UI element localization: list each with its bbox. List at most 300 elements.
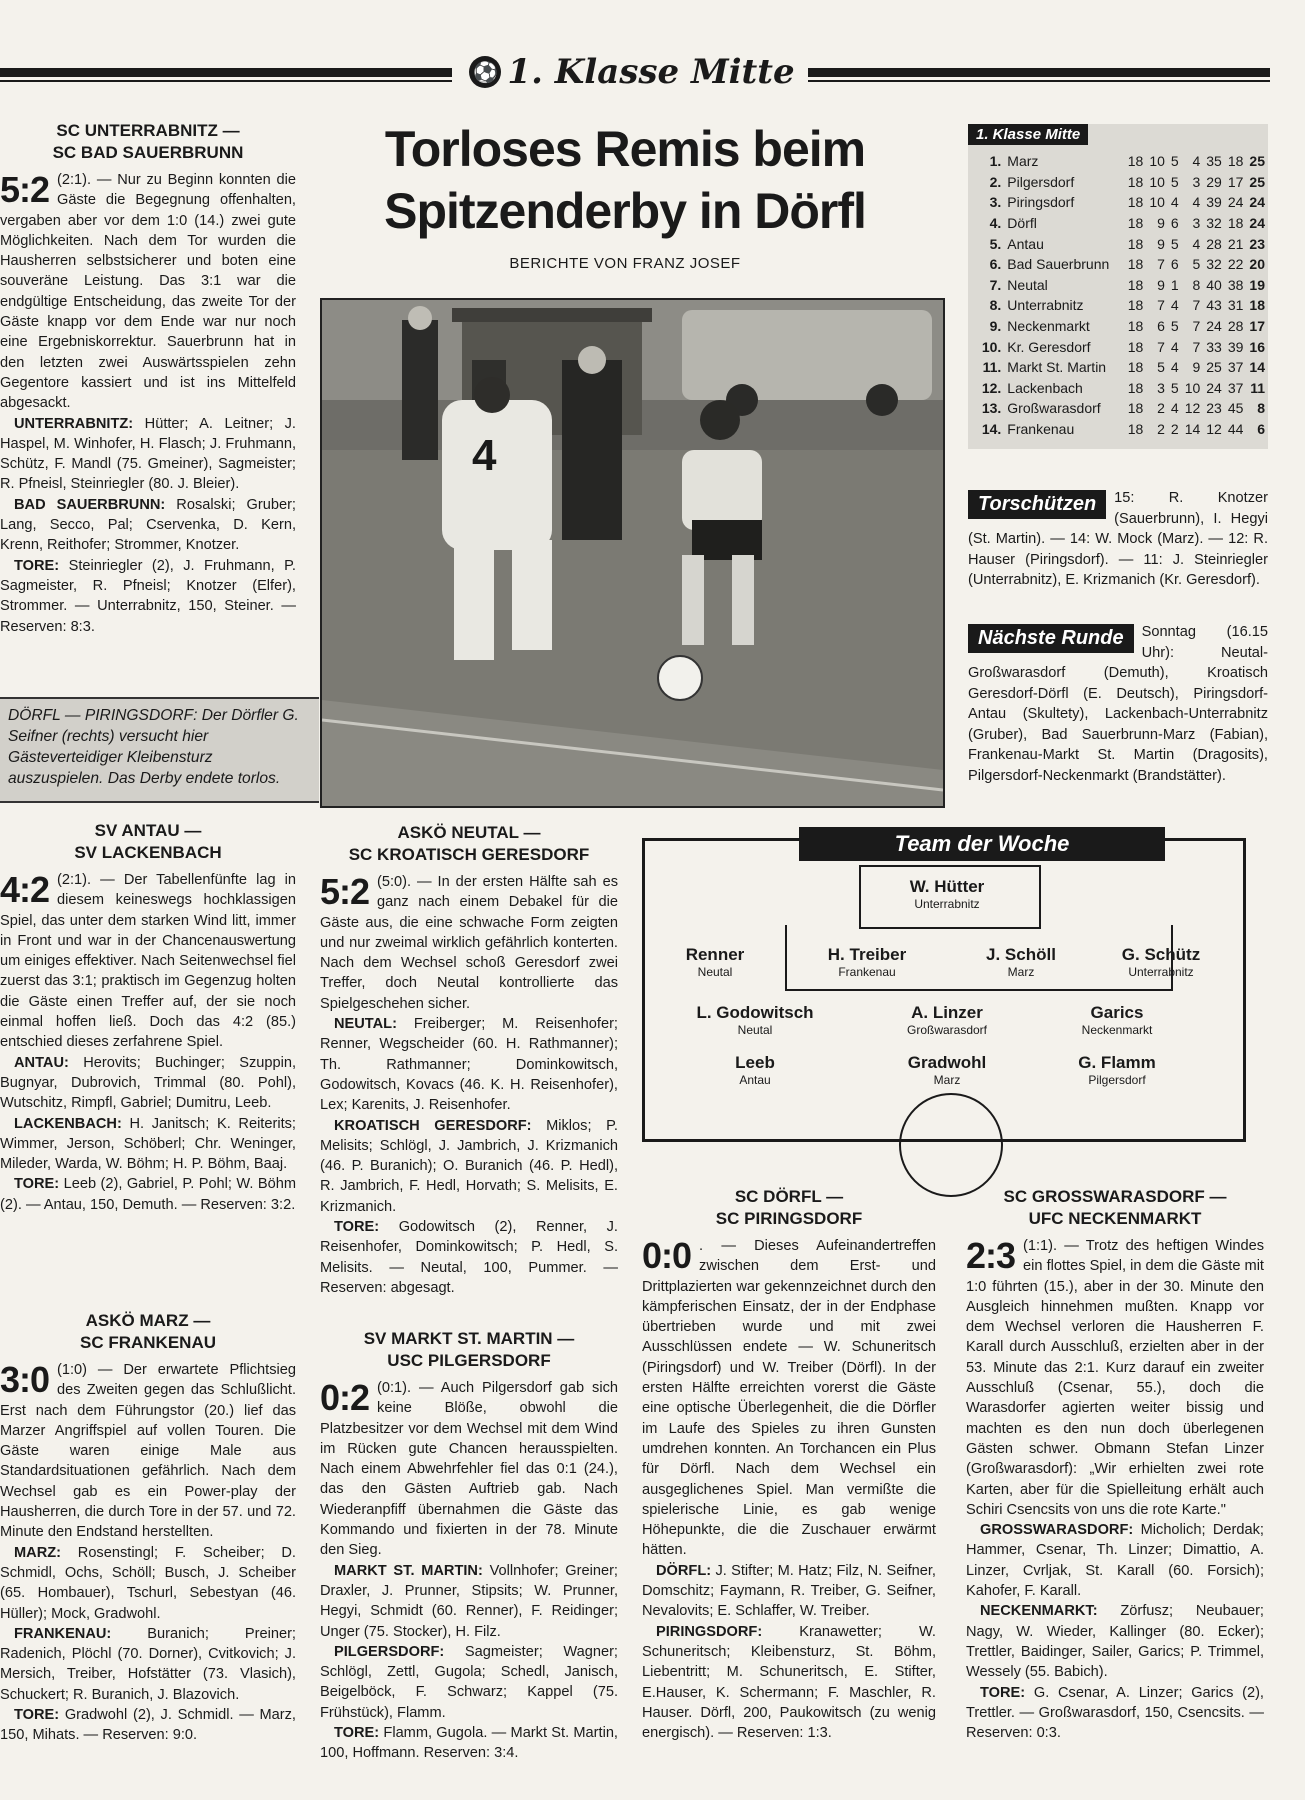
league-cell-games: 18 <box>1127 338 1144 355</box>
player-club: Neckenmarkt <box>1081 1023 1153 1037</box>
league-cell-games: 18 <box>1127 297 1144 314</box>
lineup-team: PIRINGSDORF: <box>656 1623 763 1640</box>
match-lineup <box>0 1705 296 1746</box>
photo-caption: DÖRFL — PIRINGSDORF: Der Dörfler G. Seifner (rechts) versucht hier Gästeverteidiger Kleibensturz auszuspielen. Das Derby endete torlos. <box>0 697 319 803</box>
lineup-team: TORE: <box>14 557 60 574</box>
match-summary-text: (2:1). — Nur zu Beginn konnten die Gäste die Begegnung offenhalten, vergaben aber vor dem 1:0 (14.) zwei gute Möglichkeiten. Nach dem Tor wurden die Hausherren selbstsicherer und boten eine souveräne Leistung. Das 3:1 war die endgültige Entscheidung, das zweite Tor der Gäste knapp vor dem Ende war nur noch eine Ergebniskorrektur. Sauerbrunn hat in den letzten zwei Auswärtsspielen zehn Gegentore kassiert und ist ins Mittelfeld abgesackt. <box>0 172 296 412</box>
league-cell-rank: 7. <box>989 276 1002 293</box>
match-lineup <box>320 1116 618 1217</box>
league-cell-losses: 7 <box>1192 297 1201 314</box>
league-cell-team-name: Neckenmarkt <box>1007 318 1090 335</box>
league-cell-points: 8 <box>1257 400 1265 417</box>
lineup-team: KROATISCH GERESDORF: <box>334 1117 532 1134</box>
match-summary-text: . — Dieses Aufeinandertreffen zwischen dem Erst- und Drittplazierten war gekennzeichnet durch den kämpferischen Einsatz, der in der Endphase übertrieben wurde und mit zwei Ausschlüssen endete — W. Schuneritsch (Piringsdorf) und W. Treiber (Dörfl). In der ersten Hälfte erreichten vorerst die Gäste eine optische Überlegenheit, die die Dörfler im Laufe des Spieles zu ihren Gunsten umdrehen konnten. An Torchancen ein Plus für Dörfl. Nach dem Wechsel ein ausgeglichenes Spiel. Man vermißte die spielerische Linie, es gab wenige Höhepunkte, die die Zuschauer erwärmt hätten. <box>642 1238 936 1559</box>
match-summary <box>0 1360 296 1543</box>
league-cell-losses: 12 <box>1184 400 1201 417</box>
player-name: J. Schöll <box>986 945 1056 964</box>
match-title-line: SV MARKT ST. MARTIN — <box>363 1329 575 1348</box>
league-cell-points: 14 <box>1249 359 1265 376</box>
league-cell-team-name: Marz <box>1007 153 1039 170</box>
match-summary-text: (2:1). — Der Tabellenfünfte lag in diesem keineswegs hochklassigen Spiel, das unter dem starken Wind litt, immer in Front und war in der Chancenauswertung um einiges effektiver. Nach Seitenwechsel fiel zuerst das 3:1; praktisch im Gegenzug holten die Gäste einen Treffer auf, der sie noch einmal hoffen ließ. Doch das 4:2 (85.) entschied dieses zerfahrene Spiel. <box>0 872 296 1051</box>
match-summary-text: (5:0). — In der ersten Hälfte sah es ganz nach einem Debakel für die Gäste aus, die eine schwache Form zeigten und nur zweimal wirklich gefährlich konterten. Nach dem Wechsel schoß Geresdorf zwei Treffer, doch Neutal kontrollierte das Spielgeschehen sicher. <box>320 874 618 1012</box>
league-cell-team-name: Dörfl <box>1007 215 1037 232</box>
league-cell-losses: 10 <box>1184 379 1201 396</box>
league-cell-draws: 4 <box>1170 338 1179 355</box>
league-row <box>978 192 1268 213</box>
league-cell-draws: 5 <box>1170 153 1179 170</box>
lineup-text: G. Csenar, A. Linzer; Garics (2), Trettler. — Großwarasdorf, 150, Csencsits. — Reserven: 0:3. <box>966 1684 1264 1742</box>
match-lineup <box>320 1217 618 1298</box>
player-name: G. Flamm <box>1078 1053 1156 1072</box>
headline-line-2: Spitzenderby in Dörfl <box>384 183 866 239</box>
league-cell-games: 18 <box>1127 421 1144 438</box>
league-row <box>978 378 1268 399</box>
lineup-text: Miklos; P. Melisits; Schlögl, J. Jambrich, J. Krizmanich (46. P. Buranich); O. Buranich (46. P. Hedl), R. Jambrich, F. Hedl, Horvath; S. Melisits, E. Krizmanich. <box>320 1117 618 1215</box>
match-report <box>320 1328 618 1764</box>
match-summary-text: (0:1). — Auch Pilgersdorf gab sich keine Blöße, obwohl die Platzbesitzer vor dem Wechsel mit dem Wind im Rücken gute Chancen herausspielten. Nach einem Abwehrfehler fiel das 0:1 (24.), das den Gästen Auftrieb gab. Nach Wiederanpfiff übernahmen die Gäste das Kommando und fixierten in der 78. Minute den Sieg. <box>320 1380 618 1559</box>
league-cell-rank: 5. <box>989 235 1002 252</box>
player-club: Unterrabnitz <box>914 897 980 911</box>
league-cell-rank: 6. <box>989 256 1002 273</box>
league-cell-goals-against: 45 <box>1227 400 1244 417</box>
lineup-team: FRANKENAU: <box>14 1625 112 1642</box>
league-cell-draws: 5 <box>1170 318 1179 335</box>
league-cell-rank: 12. <box>981 379 1002 396</box>
league-cell-team-name: Frankenau <box>1007 421 1075 438</box>
team-of-the-week-title: Team der Woche <box>799 827 1165 861</box>
league-cell-draws: 5 <box>1170 235 1179 252</box>
league-cell-goals-against: 28 <box>1227 318 1244 335</box>
league-cell-wins: 9 <box>1157 235 1165 252</box>
match-lineup <box>320 1723 618 1764</box>
league-cell-wins: 7 <box>1157 256 1165 273</box>
match-lineup <box>0 1543 296 1624</box>
match-lineup <box>320 1642 618 1723</box>
league-row <box>978 398 1268 419</box>
league-cell-goals-for: 39 <box>1206 194 1222 211</box>
top-scorers <box>968 488 1268 591</box>
match-report <box>642 1186 936 1743</box>
league-cell-goals-against: 21 <box>1227 235 1244 252</box>
league-cell-points: 16 <box>1249 338 1265 355</box>
league-cell-goals-against: 18 <box>1227 215 1244 232</box>
league-cell-goals-for: 33 <box>1206 338 1222 355</box>
league-cell-draws: 4 <box>1170 194 1179 211</box>
league-cell-goals-for: 25 <box>1206 359 1222 376</box>
league-row <box>978 316 1268 337</box>
next-round-text: Sonntag (16.15 Uhr): Neutal-Großwarasdorf (Demuth), Kroatisch Geresdorf-Dörfl (E. Deutsch), Piringsdorf-Antau (Skultety), Lackenbach-Unterrabnitz (Gruber), Bad Sauerbrunn-Marz (Fabian), Frankenau-Markt St. Martin (Dragosits), Pilgersdorf-Neckenmarkt (Brandstätter). <box>968 624 1268 784</box>
league-cell-wins: 10 <box>1149 194 1165 211</box>
league-row <box>978 336 1268 357</box>
league-cell-losses: 9 <box>1192 359 1201 376</box>
league-cell-team-name: Markt St. Martin <box>1007 359 1107 376</box>
match-report <box>0 820 296 1215</box>
lineup-text: Buranich; Preiner; Radenich, Plöchl (70. Dorner), Cvitkovich; J. Mersich, Treiber, Hofstätter (73. Vlasich), Schuckert; R. Buranich, J. Blazovich. <box>0 1625 296 1703</box>
league-cell-losses: 4 <box>1192 235 1201 252</box>
match-lineup <box>320 1014 618 1115</box>
league-cell-wins: 7 <box>1157 297 1165 314</box>
match-summary <box>642 1236 936 1561</box>
byline: BERICHTE VON FRANZ JOSEF <box>509 255 741 272</box>
player-name: A. Linzer <box>911 1003 983 1022</box>
match-title-line: ASKÖ MARZ — <box>85 1311 211 1330</box>
player-goalkeeper <box>867 877 1027 912</box>
lineup-text: Vollnhofer; Greiner; Draxler, J. Prunner, Stipsits; W. Prunner, Hegyi, Schmidt (60. Renner), F. Reidinger; Unger (75. Stocker), H. Filz. <box>320 1562 618 1640</box>
league-cell-wins: 10 <box>1149 153 1165 170</box>
football-icon: ⚽ <box>469 56 501 88</box>
league-cell-goals-for: 40 <box>1206 276 1222 293</box>
lineup-team: UNTERRABNITZ: <box>14 415 134 432</box>
match-title <box>966 1186 1264 1230</box>
header-rule-right <box>808 68 1270 77</box>
league-cell-losses: 14 <box>1184 421 1201 438</box>
lineup-team: NECKENMARKT: <box>980 1603 1098 1620</box>
league-cell-losses: 3 <box>1192 173 1201 190</box>
lineup-team: TORE: <box>980 1684 1026 1701</box>
league-cell-rank: 2. <box>989 173 1002 190</box>
league-cell-rank: 4. <box>989 215 1002 232</box>
player-name: Garics <box>1090 1003 1144 1022</box>
league-row <box>978 275 1268 296</box>
league-cell-points: 24 <box>1249 215 1265 232</box>
league-cell-rank: 11. <box>982 359 1002 376</box>
league-cell-wins: 2 <box>1157 421 1165 438</box>
league-cell-games: 18 <box>1127 359 1144 376</box>
league-cell-team-name: Neutal <box>1007 276 1048 293</box>
league-cell-rank: 14. <box>981 421 1002 438</box>
player-club: Antau <box>739 1073 771 1087</box>
league-cell-goals-for: 32 <box>1206 215 1222 232</box>
league-cell-goals-for: 32 <box>1206 256 1222 273</box>
league-cell-points: 17 <box>1249 318 1265 335</box>
match-lineup <box>0 1053 296 1114</box>
league-cell-draws: 4 <box>1170 400 1179 417</box>
player-club: Marz <box>933 1073 961 1087</box>
match-summary <box>966 1236 1264 1520</box>
lineup-team: MARKT ST. MARTIN: <box>334 1562 483 1579</box>
match-title-line: SV ANTAU — <box>94 821 202 840</box>
match-title <box>0 1310 296 1354</box>
section-title-text: 1. Klasse Mitte <box>507 52 795 92</box>
lineup-text: Kranawetter; W. Schuneritsch; Kleibensturz, St. Böhm, Liebentritt; M. Schuneritsch, E. Stifter, E.Hauser, K. Schermann; F. Maschler, R. Hauser. Dörfl, 200, Paukowitsch (zu wenig energisch). — Reserven: 1:3. <box>642 1623 936 1742</box>
league-cell-team-name: Pilgersdorf <box>1007 173 1075 190</box>
headline <box>365 118 885 242</box>
match-title <box>642 1186 936 1230</box>
league-cell-goals-against: 17 <box>1227 173 1244 190</box>
match-title-line: SC UNTERRABNITZ — <box>56 121 240 140</box>
player-name: Gradwohl <box>907 1053 987 1072</box>
header-rule-left <box>0 68 452 77</box>
match-score: 2:3 <box>966 1235 1016 1276</box>
league-row <box>978 419 1268 440</box>
lineup-text: Zörfusz; Neubauer; Nagy, W. Wieder, Kallinger (80. Ecker); Trettler, Baidinger, Sailer, Garics; P. Trimmel, Wessely (55. Babich). <box>966 1603 1264 1681</box>
lineup-team: ANTAU: <box>14 1054 69 1071</box>
league-cell-goals-against: 22 <box>1227 256 1244 273</box>
match-title <box>0 120 296 164</box>
player-defender <box>941 945 1101 980</box>
player-forward <box>867 1053 1027 1088</box>
lineup-text: Leeb (2), Gabriel, P. Pohl; W. Böhm (2). — Antau, 150, Demuth. — Reserven: 3:2. <box>0 1176 296 1213</box>
league-cell-wins: 6 <box>1157 318 1165 335</box>
player-club: Frankenau <box>838 965 896 979</box>
lineup-team: NEUTAL: <box>334 1016 397 1033</box>
league-cell-points: 23 <box>1249 235 1265 252</box>
lineup-text: Micholich; Derdak; Hammer, Csenar, Th. Linzer; Dimattio, A. Linzer, Cvrljak, St. Karall (60. Forsich); Kahofer, F. Karall. <box>966 1522 1264 1600</box>
league-row <box>978 233 1268 254</box>
center-circle <box>899 1093 1003 1197</box>
match-score: 5:2 <box>0 169 50 210</box>
league-cell-losses: 5 <box>1192 256 1201 273</box>
league-cell-team-name: Piringsdorf <box>1007 194 1075 211</box>
match-score: 0:0 <box>642 1235 692 1276</box>
league-cell-rank: 3. <box>989 194 1002 211</box>
league-cell-games: 18 <box>1127 256 1144 273</box>
match-summary <box>320 1378 618 1561</box>
league-cell-wins: 3 <box>1157 379 1165 396</box>
player-defender <box>787 945 947 980</box>
league-cell-goals-against: 37 <box>1227 359 1244 376</box>
match-title-line: SC BAD SAUERBRUNN <box>52 143 244 162</box>
match-title-line: ASKÖ NEUTAL — <box>397 823 541 842</box>
match-lineup <box>642 1622 936 1744</box>
league-cell-goals-against: 38 <box>1227 276 1244 293</box>
match-lineup <box>0 414 296 495</box>
player-midfielder <box>867 1003 1027 1038</box>
section-title <box>462 52 802 92</box>
match-lineup <box>0 556 296 637</box>
league-cell-draws: 6 <box>1170 256 1179 273</box>
match-title-line: SC FRANKENAU <box>80 1333 216 1352</box>
league-cell-wins: 5 <box>1157 359 1165 376</box>
league-cell-points: 25 <box>1249 173 1265 190</box>
league-row <box>978 172 1268 193</box>
league-cell-draws: 4 <box>1170 297 1179 314</box>
league-cell-wins: 2 <box>1157 400 1165 417</box>
player-midfielder <box>1037 1003 1197 1038</box>
match-summary-text: (1:1). — Trotz des heftigen Windes ein flottes Spiel, in dem die Gäste mit 1:0 führten (15.), aber in der 30. Minute den Ausgleich hinnehmen mußten. Knapp vor dem Wechsel verloren die Hausherren F. Karall durch Ausschluß, erzielten aber in der 53. Minute das 2:1. Kurz darauf ein zweiter Ausschluß (Csenar, 55.), doch die Warasdorfer agierten weiter bissig und machten es den nun doch überlegenen Gästen schwer. Obmann Stefan Linzer (Großwarasdorf): „Wir erhielten zwei rote Karten, aber für die Spielleitung erhält auch Schiri Csencsits von uns die rote Karte." <box>966 1238 1264 1518</box>
player-club: Marz <box>1007 965 1035 979</box>
lineup-text: Sagmeister; Wagner; Schlögl, Zettl, Gugola; Schedl, Janisch, Beigelböck, F. Schwarz; Kappel (75. Frühstück), Flamm. <box>320 1643 618 1721</box>
player-name: W. Hütter <box>909 877 985 896</box>
league-cell-goals-against: 37 <box>1227 379 1244 396</box>
league-cell-wins: 10 <box>1149 173 1165 190</box>
match-score: 4:2 <box>0 869 50 910</box>
match-title <box>0 820 296 864</box>
league-cell-games: 18 <box>1127 173 1144 190</box>
match-title-line: SC PIRINGSDORF <box>715 1209 863 1228</box>
player-forward <box>675 1053 835 1088</box>
league-cell-draws: 1 <box>1170 276 1179 293</box>
lineup-text: Rosalski; Gruber; Lang, Secco, Pal; Cservenka, D. Kern, Krenn, Reithofer; Strommer, Knotzer. <box>0 496 296 554</box>
lineup-team: TORE: <box>334 1725 380 1742</box>
match-photo <box>320 298 945 808</box>
match-summary <box>320 872 618 1014</box>
league-cell-wins: 9 <box>1157 215 1165 232</box>
league-cell-losses: 7 <box>1192 318 1201 335</box>
match-lineup <box>966 1683 1264 1744</box>
league-cell-team-name: Unterrabnitz <box>1007 297 1084 314</box>
svg-text:4: 4 <box>472 431 497 480</box>
match-report <box>0 120 296 637</box>
league-cell-points: 24 <box>1249 194 1265 211</box>
match-lineup <box>0 1114 296 1175</box>
league-row <box>978 151 1268 172</box>
league-cell-rank: 13. <box>981 400 1002 417</box>
league-cell-goals-for: 28 <box>1206 235 1222 252</box>
player-name: Leeb <box>735 1053 775 1072</box>
top-scorers-text: 15: R. Knotzer (Sauerbrunn), I. Hegyi (St. Martin). — 14: W. Mock (Marz). — 12: R. Hauser (Piringsdorf). — 11: J. Steinriegler (Unterrabnitz), E. Krizmanich (Kr. Geresdorf). <box>968 490 1268 588</box>
league-cell-games: 18 <box>1127 379 1144 396</box>
league-row <box>978 213 1268 234</box>
lineup-text: Godowitsch (2), Renner, J. Reisenhofer, Dominkowitsch; P. Hedl, S. Melisits. — Neutal, 100, Pummer. — Reserven: abgesagt. <box>320 1219 618 1296</box>
league-cell-points: 11 <box>1250 379 1265 396</box>
league-cell-points: 6 <box>1257 421 1265 438</box>
match-score: 0:2 <box>320 1377 370 1418</box>
league-cell-games: 18 <box>1127 276 1144 293</box>
player-club: Großwarasdorf <box>906 1023 988 1037</box>
match-title-line: UFC NECKENMARKT <box>1028 1209 1202 1228</box>
lineup-team: DÖRFL: <box>656 1562 712 1579</box>
player-name: H. Treiber <box>827 945 907 964</box>
league-cell-goals-against: 24 <box>1227 194 1244 211</box>
league-cell-team-name: Lackenbach <box>1007 379 1083 396</box>
lineup-text: Gradwohl (2), J. Schmidl. — Marz, 150, Mihats. — Reserven: 9:0. <box>0 1707 296 1744</box>
lineup-text: J. Stifter; M. Hatz; Filz, N. Seifner, Domschitz; Faymann, R. Treiber, G. Seifner, Nevalovits; E. Schlaffer, W. Treiber. <box>642 1562 936 1620</box>
league-cell-points: 20 <box>1249 256 1265 273</box>
match-photo-illustration <box>322 300 943 806</box>
league-cell-goals-for: 24 <box>1206 379 1222 396</box>
lineup-team: TORE: <box>14 1707 60 1724</box>
league-cell-draws: 5 <box>1170 379 1179 396</box>
match-title-line: SV LACKENBACH <box>74 843 222 862</box>
league-standings <box>978 151 1268 439</box>
league-cell-team-name: Bad Sauerbrunn <box>1007 256 1110 273</box>
league-table <box>968 124 1268 449</box>
league-cell-losses: 3 <box>1192 215 1201 232</box>
league-cell-goals-against: 39 <box>1227 338 1244 355</box>
league-cell-goals-for: 35 <box>1206 153 1222 170</box>
match-score: 3:0 <box>0 1359 50 1400</box>
league-cell-points: 18 <box>1249 297 1265 314</box>
next-round-tag: Nächste Runde <box>968 624 1134 653</box>
lineup-team: LACKENBACH: <box>14 1115 122 1132</box>
lineup-team: TORE: <box>14 1176 60 1193</box>
player-club: Unterrabnitz <box>1128 965 1194 979</box>
match-summary <box>0 870 296 1053</box>
lineup-text: Freiberger; M. Reisenhofer; Renner, Wegscheider (60. H. Rathmanner); Th. Rathmanner; Dominkowitsch, Godowitsch, Kovacs (46. K. H. Reisenhofer), Lex; Karenits, J. Reisenhofer. <box>320 1016 618 1114</box>
league-cell-games: 18 <box>1127 235 1144 252</box>
match-lineup <box>0 1624 296 1705</box>
match-lineup <box>320 1561 618 1642</box>
match-title <box>320 1328 618 1372</box>
match-report <box>966 1186 1264 1743</box>
lineup-text: Steinriegler (2), J. Fruhmann, P. Sagmeister, R. Pfneisl; Knotzer (Elfer), Strommer. — Unterrabnitz, 150, Steiner. — Reserven: 8:3. <box>0 557 296 635</box>
league-cell-points: 19 <box>1249 276 1265 293</box>
league-cell-goals-against: 31 <box>1227 297 1244 314</box>
league-cell-goals-for: 29 <box>1206 173 1222 190</box>
league-cell-goals-for: 24 <box>1206 318 1222 335</box>
league-cell-games: 18 <box>1127 153 1144 170</box>
league-table-title: 1. Klasse Mitte <box>968 124 1088 145</box>
lineup-team: MARZ: <box>14 1544 62 1561</box>
league-cell-games: 18 <box>1127 194 1144 211</box>
league-cell-rank: 1. <box>989 153 1002 170</box>
league-cell-goals-for: 23 <box>1206 400 1222 417</box>
league-cell-goals-for: 43 <box>1206 297 1222 314</box>
league-row <box>978 295 1268 316</box>
next-round <box>968 622 1268 786</box>
lineup-team: PILGERSDORF: <box>334 1643 445 1660</box>
league-cell-team-name: Kr. Geresdorf <box>1007 338 1091 355</box>
player-midfielder <box>675 1003 835 1038</box>
league-cell-rank: 10. <box>981 338 1002 355</box>
league-cell-losses: 4 <box>1192 194 1201 211</box>
league-cell-draws: 2 <box>1170 421 1179 438</box>
player-club: Neutal <box>737 1023 773 1037</box>
lineup-text: Herovits; Buchinger; Szuppin, Bugnyar, Dubrovich, Trimmal (80. Pohl), Wutschitz, Rimpfl, Gabriel; Dumitru, Leeb. <box>0 1054 297 1112</box>
league-cell-games: 18 <box>1127 215 1144 232</box>
league-cell-losses: 7 <box>1192 338 1201 355</box>
match-lineup <box>0 495 296 556</box>
team-of-the-week <box>642 831 1246 1142</box>
match-report <box>320 822 618 1298</box>
player-name: L. Godowitsch <box>696 1003 814 1022</box>
player-club: Neutal <box>697 965 733 979</box>
league-row <box>978 357 1268 378</box>
match-summary <box>0 170 296 414</box>
player-defender <box>635 945 795 980</box>
player-defender <box>1081 945 1241 980</box>
player-forward <box>1037 1053 1197 1088</box>
match-lineup <box>966 1520 1264 1601</box>
match-title-line: SC GROSSWARASDORF — <box>1003 1187 1227 1206</box>
match-title <box>320 822 618 866</box>
match-title-line: SC KROATISCH GERESDORF <box>348 845 590 864</box>
headline-line-1: Torloses Remis beim <box>384 121 866 177</box>
league-cell-draws: 6 <box>1170 215 1179 232</box>
match-score: 5:2 <box>320 871 370 912</box>
lineup-team: TORE: <box>334 1219 380 1236</box>
league-cell-draws: 5 <box>1170 173 1179 190</box>
league-cell-points: 25 <box>1249 153 1265 170</box>
league-cell-goals-against: 44 <box>1227 421 1244 438</box>
league-cell-losses: 8 <box>1192 276 1201 293</box>
league-cell-losses: 4 <box>1192 153 1201 170</box>
league-cell-team-name: Großwarasdorf <box>1007 400 1101 417</box>
league-cell-rank: 9. <box>989 318 1002 335</box>
league-cell-goals-for: 12 <box>1206 421 1222 438</box>
match-lineup <box>966 1601 1264 1682</box>
player-name: G. Schütz <box>1121 945 1201 964</box>
league-cell-wins: 7 <box>1157 338 1165 355</box>
match-report <box>0 1310 296 1746</box>
league-cell-games: 18 <box>1127 318 1144 335</box>
match-title-line: USC PILGERSDORF <box>387 1351 551 1370</box>
lineup-text: Rosenstingl; F. Scheiber; D. Schmidl, Ochs, Schöll; Busch, J. Scheiber (65. Hombauer), Tschurl, Sebestyan (46. Hüller); Mock, Gradwohl. <box>0 1544 296 1622</box>
league-cell-draws: 4 <box>1170 359 1179 376</box>
league-cell-games: 18 <box>1127 400 1144 417</box>
match-lineup <box>642 1561 936 1622</box>
top-scorers-tag: Torschützen <box>968 490 1106 519</box>
match-lineup <box>0 1174 296 1215</box>
player-name: Renner <box>685 945 745 964</box>
league-cell-goals-against: 18 <box>1227 153 1244 170</box>
lineup-text: Flamm, Gugola. — Markt St. Martin, 100, Hoffmann. Reserven: 3:4. <box>320 1725 618 1762</box>
lineup-team: GROSSWARASDORF: <box>980 1522 1134 1539</box>
match-summary-text: (1:0) — Der erwartete Pflichtsieg des Zweiten gegen das Schlußlicht. Erst nach dem Führungstor (20.) lief das Marzer Angriffspiel auf vollen Touren. Die Gäste waren einige Male aus Standardsituationen gefährlich. Nach dem Wechsel gab es ein Power-play der Hausherren, die durch Tore in der 57. und 72. Minute den Endstand herstellten. <box>0 1362 296 1541</box>
league-cell-wins: 9 <box>1157 276 1165 293</box>
league-row <box>978 254 1268 275</box>
